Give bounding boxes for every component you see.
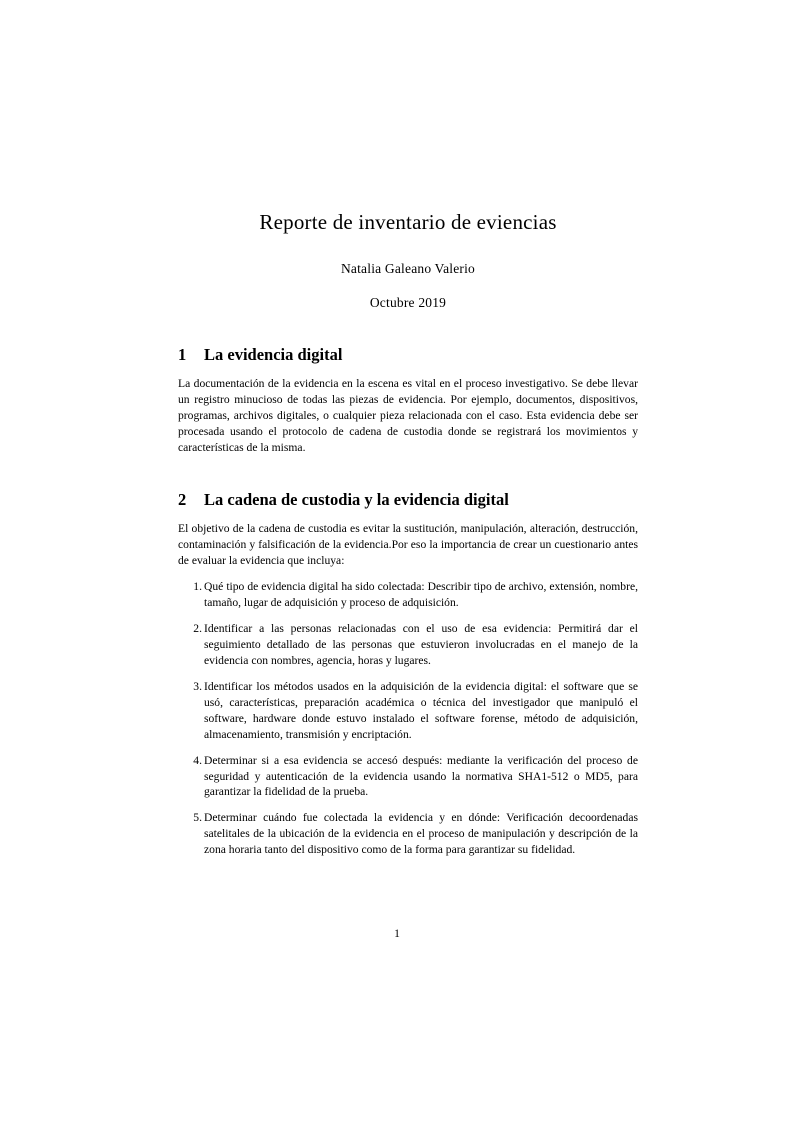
section-1-paragraph-1: La documentación de la evidencia en la escena es vital en el proceso investigativo. Se debe llevar un registro minucioso de todas las piezas de evidencia. Por ejemplo, documentos, dispositivos, programas, archivos digitales, o cualquier pieza relacionada con el caso. Esta evidencia debe ser procesada usando el protocolo de cadena de custodia donde se registrará los movimientos y características de la misma. [178, 376, 638, 454]
section-heading-1 [178, 345, 638, 365]
section-title-1: La evidencia digital [204, 345, 343, 365]
page-number: 1 [394, 927, 400, 940]
section-number-2: 2 [178, 489, 187, 509]
list-item: Determinar cuándo fue colectada la evidencia y en dónde: Verificación decoordenadas satelitales de la ubicación de la evidencia en el proceso de manipulación y descripción de la zona horaria tanto del dispositivo como de la forma para garantizar su fidelidad. [204, 811, 638, 857]
list-item: Identificar a las personas relacionadas con el uso de esa evidencia: Permitirá dar el seguimiento detallado de las personas que estuvieron involucradas en el manejo de la evidencia con nombres, agencia, horas y lugares. [204, 621, 638, 667]
document-title: Reporte de inventario de eviencias [259, 210, 557, 234]
section-number-1: 1 [178, 345, 187, 365]
list-item: Identificar los métodos usados en la adquisición de la evidencia digital: el software que se usó, características, preparación académica o técnica del investigador que manipuló el software, hardware donde estuvo instalado el software forense, método de adquisición, almacenamiento, transmisión y encriptación. [204, 679, 638, 741]
section-title-2: La cadena de custodia y la evidencia digital [204, 489, 509, 509]
section-2-paragraph-1: El objetivo de la cadena de custodia es evitar la sustitución, manipulación, alteración, destrucción, contaminación y falsificación de la evidencia.Por eso la importancia de crear un cuestionario antes de evaluar la evidencia que incluya: [178, 521, 638, 567]
list-item: Qué tipo de evidencia digital ha sido colectada: Describir tipo de archivo, extensión, nombre, tamaño, lugar de adquisición y proceso de adquisición. [204, 579, 638, 609]
document-body [178, 0, 638, 868]
list-item: Determinar si a esa evidencia se accesó después: mediante la verificación del proceso de seguridad y autenticación de la evidencia usando la normativa SHA1-512 o MD5, para garantizar la fidelidad de la prueba. [204, 753, 638, 799]
section-2-enumerated-list [178, 579, 638, 859]
document-author: Natalia Galeano Valerio [340, 261, 476, 277]
section-heading-2 [178, 490, 638, 510]
document-date: Octubre 2019 [369, 295, 447, 311]
